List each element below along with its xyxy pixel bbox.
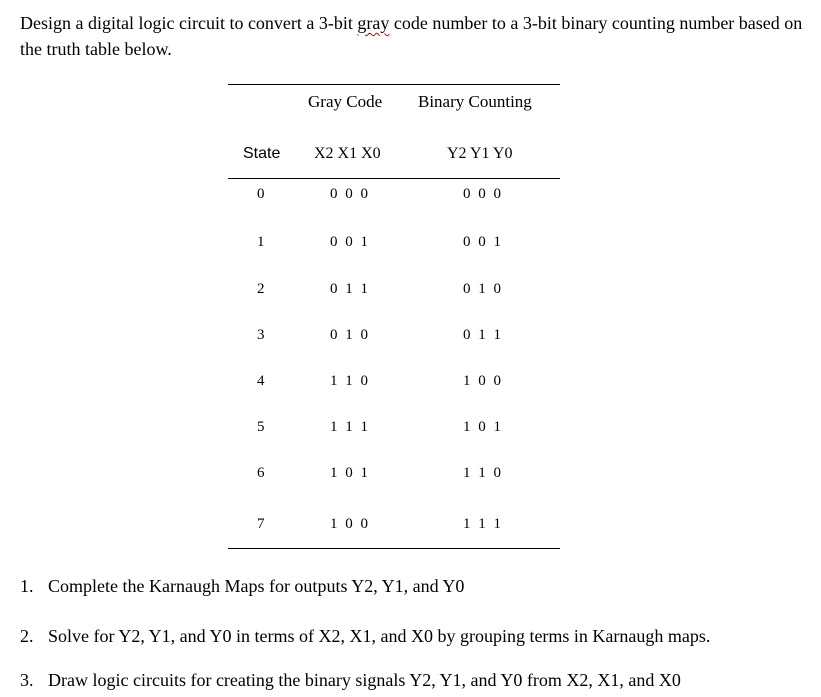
binary-cell: 0 1 0 — [463, 281, 503, 297]
gray-code-cell: 0 0 0 — [330, 186, 370, 202]
binary-cell: 1 0 0 — [463, 373, 503, 389]
state-cell: 7 — [257, 516, 265, 532]
state-cell: 4 — [257, 373, 265, 389]
binary-counting-header: Binary Counting — [418, 92, 532, 111]
question-2 — [20, 626, 710, 647]
spellcheck-flagged-word[interactable]: gray — [357, 13, 390, 33]
table-top-rule — [228, 84, 560, 85]
question-1 — [20, 576, 464, 597]
gray-code-cell: 1 0 0 — [330, 516, 370, 532]
gray-code-cell: 0 0 1 — [330, 234, 370, 250]
question-text: Complete the Karnaugh Maps for outputs Y2, Y1, and Y0 — [48, 576, 465, 596]
inputs-column-header: X2 X1 X0 — [314, 145, 381, 162]
binary-cell: 0 0 1 — [463, 234, 503, 250]
state-cell: 1 — [257, 234, 265, 250]
binary-cell: 0 0 0 — [463, 186, 503, 202]
state-cell: 3 — [257, 327, 265, 343]
binary-cell: 1 1 0 — [463, 465, 503, 481]
question-number: 3. — [20, 670, 34, 690]
gray-code-cell: 1 1 0 — [330, 373, 370, 389]
question-number: 1. — [20, 576, 34, 596]
intro-text-2: code number to a 3-bit binary counting number based on the truth table below. — [20, 13, 803, 59]
question-3 — [20, 670, 681, 691]
question-number: 2. — [20, 626, 34, 646]
outputs-column-header: Y2 Y1 Y0 — [447, 145, 513, 162]
gray-code-cell: 0 1 1 — [330, 281, 370, 297]
binary-cell: 1 0 1 — [463, 419, 503, 435]
gray-code-cell: 1 1 1 — [330, 419, 370, 435]
state-cell: 5 — [257, 419, 265, 435]
gray-code-cell: 1 0 1 — [330, 465, 370, 481]
state-cell: 0 — [257, 186, 265, 202]
state-cell: 2 — [257, 281, 265, 297]
question-text: Draw logic circuits for creating the binary signals Y2, Y1, and Y0 from X2, X1, and X0 — [48, 670, 681, 690]
problem-statement — [20, 10, 810, 62]
question-text: Solve for Y2, Y1, and Y0 in terms of X2, X1, and X0 by grouping terms in Karnaugh maps. — [48, 626, 711, 646]
table-header-rule — [228, 178, 560, 179]
intro-text-1: Design a digital logic circuit to convert a 3-bit — [20, 13, 358, 33]
gray-code-header: Gray Code — [308, 92, 383, 111]
state-cell: 6 — [257, 465, 265, 481]
binary-cell: 0 1 1 — [463, 327, 503, 343]
binary-cell: 1 1 1 — [463, 516, 503, 532]
gray-code-cell: 0 1 0 — [330, 327, 370, 343]
state-column-header: State — [243, 145, 281, 162]
table-bottom-rule — [228, 548, 560, 549]
